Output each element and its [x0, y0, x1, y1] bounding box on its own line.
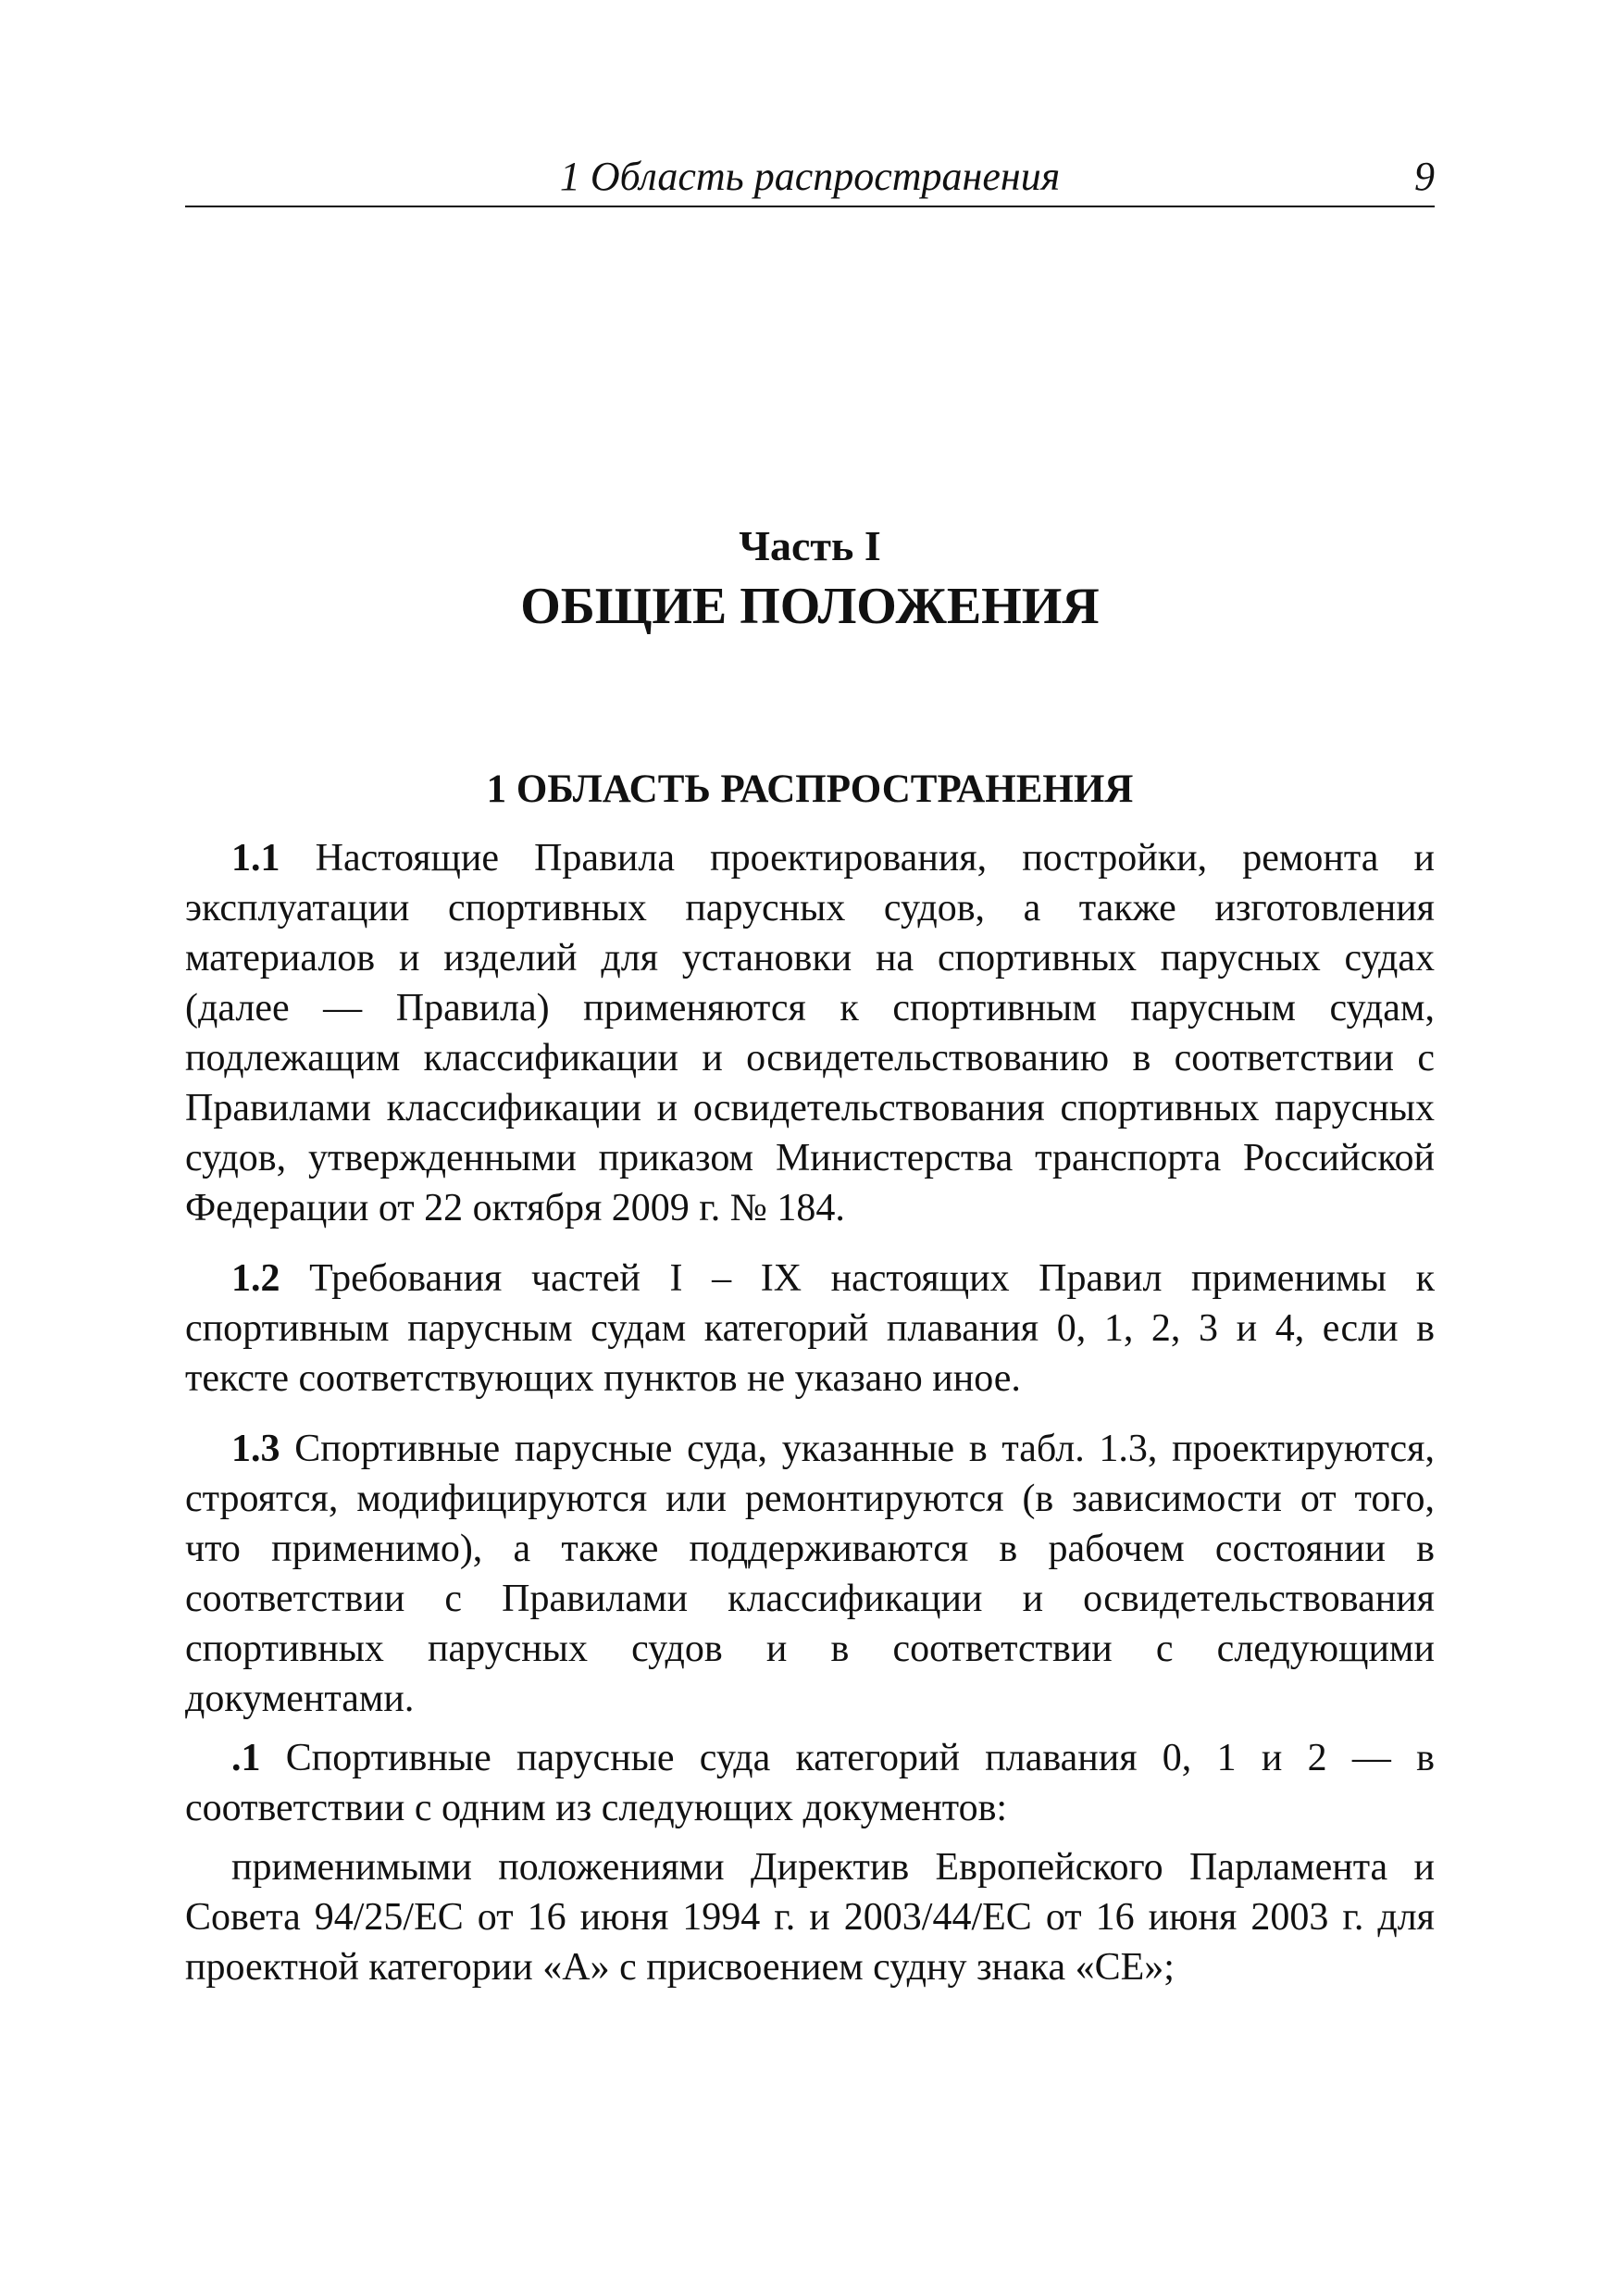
paragraph-1-3-1 [185, 1733, 1435, 1833]
running-header [185, 148, 1435, 207]
paragraph-1-3 [185, 1424, 1435, 1724]
section-title: 1 ОБЛАСТЬ РАСПРОСТРАНЕНИЯ [486, 767, 1134, 811]
page-number: 9 [1414, 154, 1435, 199]
part-label: Часть I [739, 522, 881, 569]
paragraph-text: применимыми положениями Директив Европейского Парламента и Совета 94/25/ЕС от 16 июня 1994 г. и 2003/44/ЕС от 16 июня 2003 г. для проектной категории «А» с присвоением судну знака «СЕ»; [185, 1846, 1435, 1989]
part-title: ОБЩИЕ ПОЛОЖЕНИЯ [520, 578, 1100, 635]
paragraph-directive-item [185, 1842, 1435, 1992]
body-text [185, 833, 1435, 1992]
paragraph-number: .1 [231, 1737, 261, 1779]
paragraph-text: Требования частей I – IX настоящих Правил применимы к спортивным парусным судам категорий плавания 0, 1, 2, 3 и 4, если в тексте соответствующих пунктов не указано иное. [185, 1257, 1435, 1400]
paragraph-number: 1.2 [231, 1257, 280, 1300]
running-header-title: 1 Область распространения [559, 154, 1061, 199]
paragraph-number: 1.1 [231, 837, 280, 880]
paragraph-text: Спортивные парусные суда, указанные в табл. 1.3, проектируются, строятся, модифицируются или ремонтируются (в зависимости от того, что применимо), а также поддерживаются в рабочем состоянии в соответствии с Правилами классификации и освидетельствования спортивных парусных судов и в соответствии с следующими документами. [185, 1428, 1435, 1720]
paragraph-text: Настоящие Правила проектирования, постройки, ремонта и эксплуатации спортивных парусных судов, а также изготовления материалов и изделий для установки на спортивных парусных судах (далее — Правила) применяются к спортивным парусным судам, подлежащим классификации и освидетельствованию в соответствии с Правилами классификации и освидетельствования спортивных парусных судов, утвержденными приказом Министерства транспорта Российской Федерации от 22 октября 2009 г. № 184. [185, 837, 1435, 1229]
paragraph-1-1 [185, 833, 1435, 1233]
paragraph-1-2 [185, 1254, 1435, 1404]
paragraph-number: 1.3 [231, 1428, 280, 1470]
paragraph-text: Спортивные парусные суда категорий плавания 0, 1 и 2 — в соответствии с одним из следующих документов: [185, 1737, 1435, 1829]
